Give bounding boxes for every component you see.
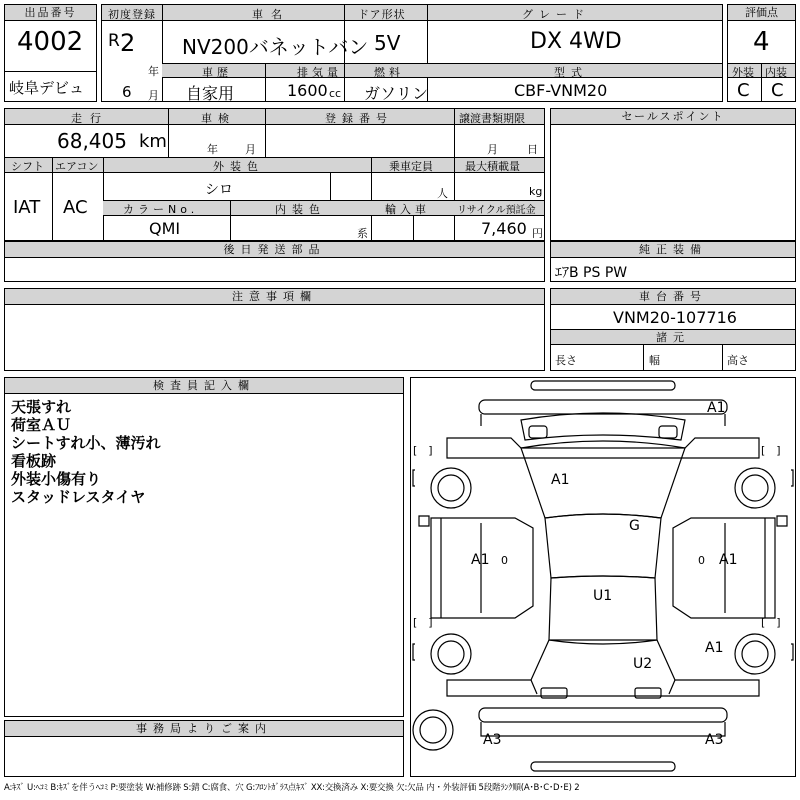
lot-box (4, 4, 97, 102)
first-reg-header: 初度登録 (108, 8, 156, 21)
equipment-box (550, 241, 796, 282)
bracket-right-rear: [ ] (761, 616, 781, 629)
damage-mark-right-rear: A1 (705, 640, 724, 656)
inspector-notes (11, 398, 161, 506)
damage-mark-right-rear-bumper: A3 (705, 732, 724, 748)
fuel-header: 燃料 (374, 66, 404, 79)
damage-mark-cargo: U2 (633, 656, 653, 672)
note-line: 外装小傷有り (11, 470, 102, 488)
car-diagram (410, 377, 796, 777)
recycle-fee: 7,460 (481, 219, 527, 238)
history-header: 車歴 (202, 66, 232, 79)
car-name-header: 車名 (252, 8, 290, 21)
door-type: 5V (374, 31, 401, 55)
equipment-list: ｴｱB PS PW (555, 265, 628, 281)
office-box (4, 720, 404, 777)
model-code: CBF-VNM20 (514, 81, 608, 100)
office-header: 事務局よりご案内 (5, 721, 403, 737)
overall-score: 4 (753, 27, 770, 57)
caution-box (4, 288, 545, 371)
mileage: 68,405 (57, 129, 127, 153)
exterior-color: シロ (205, 182, 233, 198)
bracket-left-front: [ ] (413, 444, 433, 457)
model-header: 型式 (554, 66, 588, 79)
chassis-number: VNM20-107716 (613, 308, 737, 327)
displacement-header: 排気量 (297, 66, 342, 79)
exterior-score: C (737, 80, 750, 101)
legend: A:ｷｽﾞ U:ﾍｺﾐ B:ｷｽﾞを伴うﾍｺﾐ P:要塗装 W:補修跡 S:錆 C:腐食、穴 G:ﾌﾛﾝﾄｶﾞﾗｽ点ｷｽﾞ XX:交換済み X:要交換 欠:欠品 内・外装評価 5段階ﾗﾝｸ順(A･B･C･D･E) 2 (4, 783, 580, 793)
first-reg-year: 2 (120, 29, 136, 57)
auction-venue: 岐阜デビュ (9, 79, 85, 97)
note-line: 天張すれ (11, 398, 72, 416)
damage-mark-right-door: A1 (719, 552, 738, 568)
score-header: 評価点 (728, 5, 795, 21)
interior-score: C (771, 80, 784, 101)
sales-point-box (550, 108, 796, 241)
note-line: 看板跡 (11, 452, 57, 470)
damage-mark-left-rear-bumper: A3 (483, 732, 502, 748)
note-line: 荷室ＡＵ (11, 416, 72, 434)
lot-number: 4002 (17, 27, 84, 57)
bracket-right-front: [ ] (761, 444, 781, 457)
chassis-header: 車台番号 (551, 289, 795, 305)
score-box: 評価点 4 外装 内装 C C (727, 4, 796, 102)
car-outline (411, 378, 795, 776)
color-number: QMI (149, 219, 181, 238)
fuel: ガソリン (364, 84, 429, 103)
chassis-box: 車台番号 VNM20-107716 諸元 長さ 幅 高さ (550, 288, 796, 371)
damage-mark-left-door: A1 (471, 552, 490, 568)
grade-header: グレード (522, 8, 590, 21)
door-header: ドア形状 (358, 8, 406, 21)
later-parts-box (4, 241, 545, 282)
zero-mark-right: 0 (698, 554, 705, 567)
car-name: NV200バネットバン (182, 35, 369, 59)
damage-mark-hood: A1 (551, 472, 570, 488)
vehicle-info-box: 初度登録 車名 ドア形状 グレード R 2 年 6 月 NV200バネットバン 5V DX 4WD 車歴 排気量 燃料 型式 自家用 1600 cc ガソリン CBF-VNM20 (101, 4, 723, 102)
note-line: スタッドレスタイヤ (11, 488, 146, 506)
later-parts-header: 後日発送部品 (5, 242, 544, 258)
inspector-box (4, 377, 404, 717)
caution-header: 注意事項欄 (5, 289, 544, 305)
displacement: 1600 (287, 81, 328, 100)
aircon: AC (63, 197, 88, 218)
note-line: シートすれ小、薄汚れ (11, 434, 161, 452)
details-box: 走行 車検 登録番号 譲渡書類期限 68,405 km 年 月 月 日 シフト エアコン 外装色 乗車定員 最大積載量 IAT AC シロ 人 kg カラーNo. 内装色 輸入車 リサイクル預託金 QMI 系 7,460 円 (4, 108, 545, 241)
damage-mark-windshield: G (629, 518, 640, 534)
lot-header: 出品番号 (5, 5, 96, 21)
bracket-left-rear: [ ] (413, 616, 433, 629)
grade: DX 4WD (530, 29, 622, 54)
equipment-header: 純正装備 (551, 242, 795, 258)
damage-mark-front-bumper: A1 (707, 400, 726, 416)
history: 自家用 (186, 84, 235, 103)
inspector-header: 検査員記入欄 (5, 378, 403, 394)
zero-mark-left: 0 (501, 554, 508, 567)
damage-mark-roof: U1 (593, 588, 613, 604)
shift: IAT (13, 197, 41, 218)
first-reg-month: 6 (122, 83, 132, 101)
sales-point-header: セールスポイント (551, 109, 795, 125)
specs-header: 諸元 (551, 330, 795, 345)
era: R (108, 31, 120, 51)
